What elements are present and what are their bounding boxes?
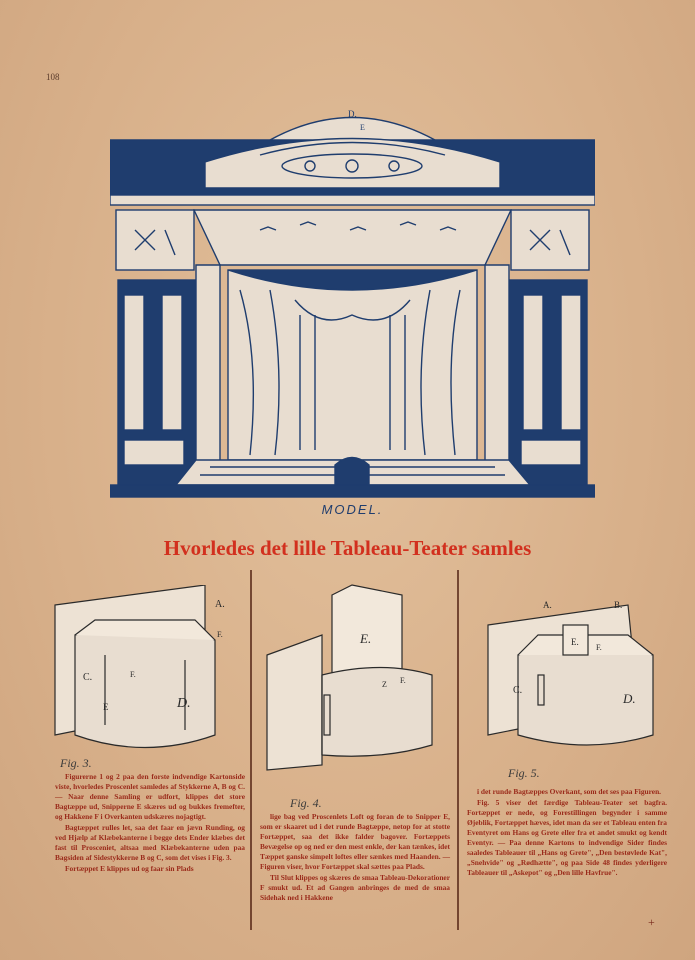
svg-text:A.: A. <box>215 599 225 610</box>
svg-text:Z: Z <box>382 680 387 689</box>
svg-text:E: E <box>103 702 109 712</box>
figure-4 <box>262 575 452 775</box>
svg-text:D.: D. <box>177 696 191 711</box>
text-column-1 <box>55 772 245 875</box>
paragraph: lige bag ved Proscenlets Loft og foran de to Snipper E, som er skaaret ud i det runde Bagtæppe, netop for at stotte Fortæppet, saa det ikke falder bagover. Fortæppets Bevægelse op og ned er den mest enkle, der kan tænkes, idet Tæppet ganske simpelt loftes eller sænkes med Haanden. — Figuren viser, hvor Fortæppet skal sættes paa Plads. <box>260 812 450 871</box>
svg-text:F.: F. <box>217 630 223 639</box>
figure-5 <box>478 585 678 755</box>
model-caption: MODEL. <box>321 502 384 517</box>
figure-3-drawing <box>45 585 245 755</box>
figure-3 <box>45 585 245 755</box>
svg-text:E.: E. <box>571 637 579 647</box>
svg-text:B.: B. <box>614 600 623 610</box>
paragraph: i det runde Bagtæppes Overkant, som det ses paa Figuren. <box>477 787 662 796</box>
figure-3-label: Fig. 3. <box>60 756 92 770</box>
column-divider-2 <box>457 570 459 930</box>
text-column-3 <box>467 787 667 879</box>
paragraph: Fig. 5 viser det færdige Tableau-Teater set bagfra. Fortæppet er nede, og Forestillingen begynder i samme Øjeblik, Fortæppet hæves, idet man da ser et Tableau enten fra Eventyret om Hans og Grete eller fra et andet smukt og kendt Eventyr. — Paa denne Kartons to indvendige Sider findes saaledes Tableauer til „Hans og Grete", „Den bestøvlede Kat", „Snehvide" og „Rødhætte", og paa Side 48 findes yderligere Tableauer til „Askepot" og „Den lille Havfrue". <box>467 798 667 877</box>
paragraph: Figurerne 1 og 2 paa den forste indvendige Kartonside viste, hvorledes Proscenlet samledes af Stykkerne A, B og C. — Naar denne Samling er udfort, klippes det store Bagtæppe ud, Snipperne E skæres ud og bukkes fremefter, og Hakkene F i Overkanten udskæres nojagtigt. <box>55 772 245 821</box>
page-number: 108 <box>46 72 60 82</box>
model-letter-d: D. <box>348 109 357 119</box>
theatre-drawing <box>110 100 595 500</box>
theatre-model-illustration <box>110 100 595 520</box>
paragraph: Til Slut klippes og skæres de smaa Tableau-Dekorationer F smukt ud. Et ad Gangen anbringes de med de smaa Sidehak ned i Hakkene <box>260 873 450 902</box>
paragraph: Bagtæppet rulles let, saa det faar en jævn Runding, og ved Hjælp af Klæbekanterne i begge dets Ender klæbes det fast til Prosceniet, altsaa med Klæbekanterne uden paa Bagsiden af Sidestykkerne B og C, som det vises i Fig. 3. <box>55 823 245 862</box>
svg-text:C.: C. <box>83 672 93 683</box>
svg-text:F.: F. <box>130 670 136 679</box>
figure-4-drawing <box>262 575 452 775</box>
svg-text:A.: A. <box>543 600 552 610</box>
svg-text:E.: E. <box>360 631 372 646</box>
svg-text:D.: D. <box>623 691 636 706</box>
figure-5-label: Fig. 5. <box>508 766 540 780</box>
figure-4-label: Fig. 4. <box>290 796 322 810</box>
svg-text:F.: F. <box>596 643 602 652</box>
paragraph: Fortæppet E klippes ud og faar sin Plads <box>65 864 194 873</box>
text-column-2 <box>260 812 450 904</box>
model-letter-e: E <box>360 123 365 132</box>
figure-5-drawing <box>478 585 678 755</box>
end-mark: + <box>648 915 655 929</box>
svg-text:F.: F. <box>400 676 406 685</box>
headline: Hvorledes det lille Tableau-Teater samles <box>163 536 532 560</box>
column-divider-1 <box>250 570 252 930</box>
svg-text:C.: C. <box>513 685 523 696</box>
